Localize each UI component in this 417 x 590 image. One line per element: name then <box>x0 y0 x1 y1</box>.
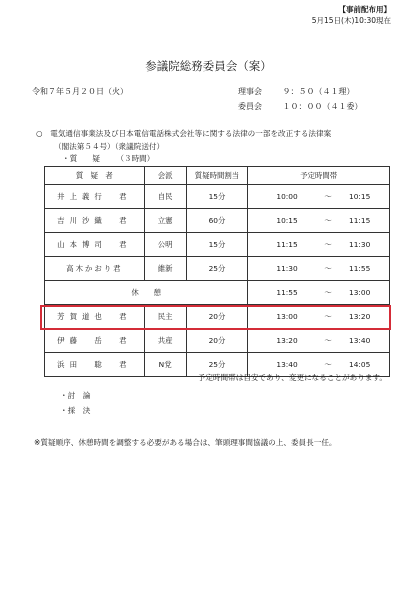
bill-line-2: （閣法第５４号）（衆議院送付） <box>54 142 165 151</box>
range-separator: ～ <box>324 264 332 273</box>
questioner-name: 芳賀道也 君 <box>45 305 145 329</box>
end-time: 13:40 <box>349 336 371 345</box>
questioner-name: 高木かおり君 <box>45 257 145 281</box>
questioning-heading: ・質 疑 <box>62 154 100 163</box>
end-time: 13:00 <box>349 288 371 297</box>
header-questioner: 質 疑 者 <box>45 167 145 185</box>
questioner-name: 浜田 聡 君 <box>45 353 145 377</box>
questioner-name: 吉川沙織 君 <box>45 209 145 233</box>
party: 公明 <box>144 233 186 257</box>
meeting-date: 令和７年５月２０日（火） <box>32 87 128 96</box>
range-separator: ～ <box>324 192 332 201</box>
party: 立憲 <box>144 209 186 233</box>
questioner-name: 井上義行 君 <box>45 185 145 209</box>
as-of-timestamp: 5月15日(木)10:30現在 <box>311 16 391 25</box>
end-time: 11:30 <box>349 240 371 249</box>
table-header-row <box>45 167 390 185</box>
start-time: 10:15 <box>276 216 298 225</box>
header-allocation: 質疑時間割当 <box>186 167 248 185</box>
schedule-label: 委員会 <box>238 102 262 111</box>
questioner-name: 山本博司 君 <box>45 233 145 257</box>
start-time: 11:55 <box>276 288 298 297</box>
start-time: 13:00 <box>276 312 298 321</box>
party: 自民 <box>144 185 186 209</box>
range-separator: ～ <box>324 336 332 345</box>
break-label: 休 憩 <box>45 281 248 305</box>
end-time: 14:05 <box>349 360 371 369</box>
page-title: 参議院総務委員会（案） <box>145 59 272 73</box>
range-separator: ～ <box>324 240 332 249</box>
schedule-board-meeting <box>238 86 355 97</box>
questioning-duration: （３時間） <box>116 154 155 163</box>
table-row <box>45 257 390 281</box>
schedule-committee <box>238 101 363 112</box>
start-time: 13:20 <box>276 336 298 345</box>
party: 民主 <box>144 305 186 329</box>
questioner-name: 伊藤 岳 君 <box>45 329 145 353</box>
range-separator: ～ <box>324 360 332 369</box>
debate-item: ・討 論 <box>60 391 91 400</box>
allocation: 25分 <box>186 353 248 377</box>
time-slot <box>248 185 390 209</box>
break-row <box>45 281 390 305</box>
bill-name: 電気通信事業法及び日本電信電話株式会社等に関する法律の一部を改正する法律案 <box>50 129 332 138</box>
end-time: 10:15 <box>349 192 371 201</box>
time-slot <box>248 329 390 353</box>
party: N党 <box>144 353 186 377</box>
end-time: 13:20 <box>349 312 371 321</box>
distribution-tag: 【事前配布用】 <box>338 5 391 14</box>
header-time-slot: 予定時間帯 <box>248 167 390 185</box>
vote-item: ・採 決 <box>60 406 91 415</box>
party: 維新 <box>144 257 186 281</box>
footnote: ※質疑順序、休憩時間を調整する必要がある場合は、筆頭理事間協議の上、委員長一任。 <box>34 438 337 447</box>
questioning-schedule-table <box>44 166 390 377</box>
header-party: 会派 <box>144 167 186 185</box>
start-time: 13:40 <box>276 360 298 369</box>
schedule-note: 予定時間帯は目安であり、変更になることがあります。 <box>197 373 387 382</box>
allocation: 25分 <box>186 257 248 281</box>
start-time: 11:30 <box>276 264 298 273</box>
party: 共産 <box>144 329 186 353</box>
time-slot <box>248 257 390 281</box>
end-time: 11:55 <box>349 264 371 273</box>
start-time: 11:15 <box>276 240 298 249</box>
highlight-box <box>40 305 391 330</box>
allocation: 20分 <box>186 305 248 329</box>
questioning-label <box>62 153 154 164</box>
allocation: 15分 <box>186 185 248 209</box>
allocation: 60分 <box>186 209 248 233</box>
table-row <box>45 233 390 257</box>
table-row <box>45 329 390 353</box>
bullet-marker: ○ <box>36 129 43 138</box>
table-row <box>45 209 390 233</box>
time-slot <box>248 233 390 257</box>
end-time: 11:15 <box>349 216 371 225</box>
table-row <box>45 185 390 209</box>
range-separator: ～ <box>324 312 332 321</box>
start-time: 10:00 <box>276 192 298 201</box>
bill-line-1 <box>36 127 331 140</box>
bill-title <box>36 127 331 153</box>
range-separator: ～ <box>324 288 332 297</box>
time-slot <box>248 209 390 233</box>
allocation: 20分 <box>186 329 248 353</box>
time-slot <box>248 281 390 305</box>
schedule-time: １０：００（４１委） <box>282 102 363 111</box>
allocation: 15分 <box>186 233 248 257</box>
range-separator: ～ <box>324 216 332 225</box>
schedule-time: ９：５０（４１理） <box>282 87 355 96</box>
schedule-label: 理事会 <box>238 87 262 96</box>
